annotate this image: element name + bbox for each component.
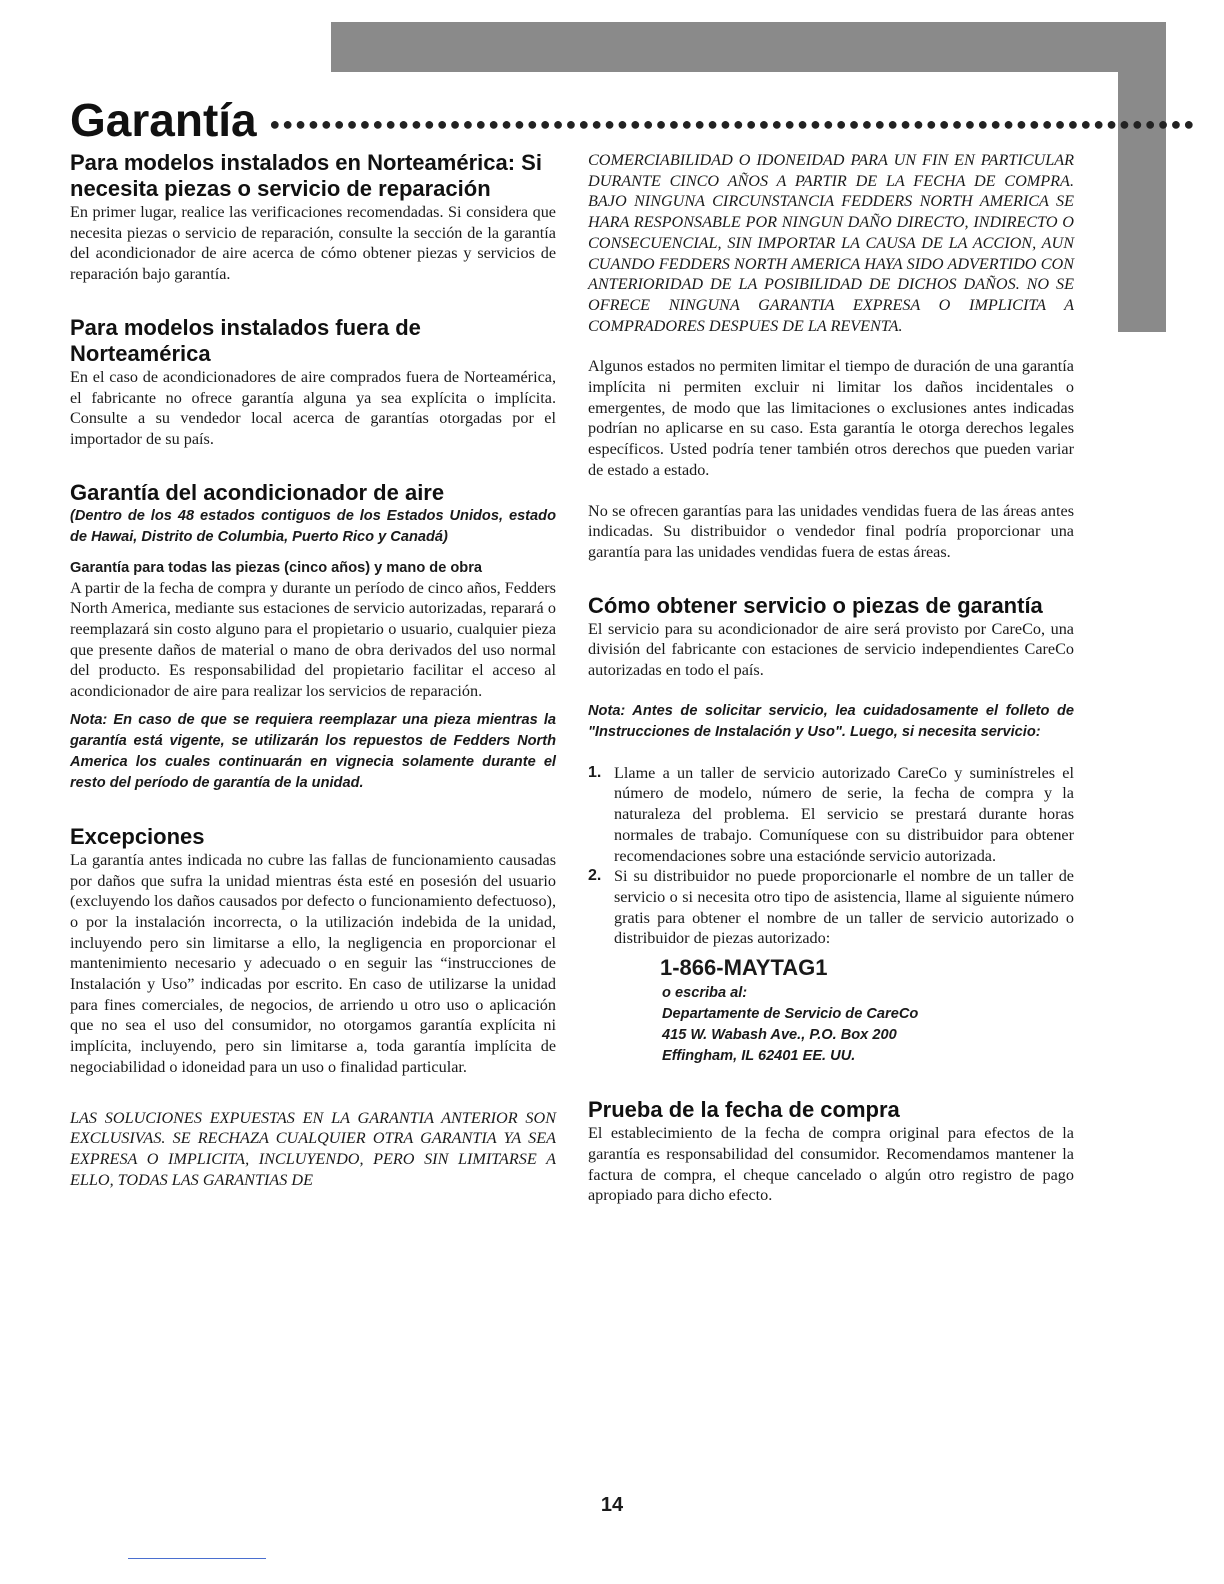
page-title [70, 92, 1197, 152]
phone-number: 1-866-MAYTAG1 [660, 955, 828, 981]
footer-line [128, 1558, 266, 1559]
address-line: Departamente de Servicio de CareCo [662, 1006, 919, 1023]
service-steps [588, 763, 1074, 949]
warranty-subheading: Garantía para todas las piezas (cinco años) y mano de obra [70, 559, 482, 576]
proof-of-purchase-body: El establecimiento de la fecha de compra original para efectos de la garantía es responsabilidad del consumidor. Recomendamos mantener la factura de compra, el cheque cancelado o algún otro registro de pago apropiado para dicho efecto. [588, 1124, 1074, 1205]
list-item [588, 763, 1074, 867]
step-number: 2. [588, 867, 602, 885]
page-title-text: Garantía [70, 94, 257, 146]
state-rights-paragraph: Algunos estados no permiten limitar el tiempo de duración de una garantía implícita ni permiten excluir ni limitar los daños incidentales o emergentes, de modo que las limitaciones o exclusiones antes indicadas podrían no aplicarse en su caso. Esta garantía le otorga derechos legales específicos. Usted podría tener también otros derechos que pueden variar de estado a estado. [588, 357, 1074, 479]
exceptions-body: La garantía antes indicada no cubre las fallas de funcionamiento causadas por daños que sufra la unidad mientras ésta esté en posesión del usuario (excluyendo los daños causados por defecto o funcionamiento defectuoso), o por la instalación incorrecta, o la utilización indebida de la unidad, incluyendo pero sin limitarse a ello, la negligencia en proporcionar el mantenimiento necesario y adecuado o en seguir las “instrucciones de Instalación y Uso” indicadas por escrito. En caso de utilizarse la unidad para fines comerciales, de negocios, de arriendo u otro uso o aplicación que no sea el uso del consumidor, no otorgamos garantía explícita ni implícita, incluyendo, pero sin limitarse a, toda garantía implícita de negociabilidad o idoneidad para un uso o finalidad particular. [70, 850, 556, 1076]
section-heading-proof-of-purchase: Prueba de la fecha de compra [588, 1097, 900, 1123]
section-heading-exceptions: Excepciones [70, 823, 205, 849]
warranty-scope: (Dentro de los 48 estados contiguos de los Estados Unidos, estado de Hawai, Distrito de Columbia, Puerto Rico y Canadá) [70, 507, 556, 545]
warranty-note: Nota: En caso de que se requiera reemplazar una pieza mientras la garantía está vigente, se utilizarán los repuestos de Fedders North America los cuales continuarán en vignecia solamente durante el resto del período de garantía de la unidad. [70, 711, 556, 791]
step-number: 1. [588, 763, 602, 781]
list-item [588, 866, 1074, 949]
step-text: Llame a un taller de servicio autorizado CareCo y suminístreles el número de modelo, número de serie, la fecha de compra y la naturaleza del problema. El servicio se prestará durante horas normales de trabajo. Comuníquese con su distribuidor para obtener recomendaciones sobre una estacióndе servicio autorizada. [614, 763, 1074, 865]
section-body-outside-north-america: En el caso de acondicionadores de aire comprados fuera de Norteamérica, el fabricante no ofrece garantía alguna ya sea explícita o implícita. Consulte a su vendedor local acerca de garantías otorgadas por el importador de su país. [70, 367, 556, 448]
mailing-address [662, 983, 1074, 1067]
service-body: El servicio para su acondicionador de aire será provisto por CareCo, una división del fabricante con estaciones de servicio independientes CareCo autorizadas en todo el país. [588, 619, 1074, 680]
header-bar [331, 22, 1166, 72]
section-heading-ac-warranty: Garantía del acondicionador de aire [70, 479, 445, 505]
page-number: 14 [600, 1494, 624, 1516]
right-column [588, 150, 1074, 1206]
section-heading-north-america: Para modelos instalados en Norteamérica: Si necesita piezas o servicio de reparación [70, 150, 542, 201]
section-heading-outside-north-america: Para modelos instalados fuera de Norteamérica [70, 314, 421, 366]
step-text: Si su distribuidor no puede proporcionarle el nombre de un taller de servicio o si necesita otro tipo de asistencia, llame al siguiente número gratis para obtener el nombre de un taller de servicio autorizado o distribuidor de piezas autorizado: [614, 867, 1074, 948]
address-line: o escriba al: [662, 985, 748, 1002]
address-line: Effingham, IL 62401 EE. UU. [662, 1048, 856, 1065]
disclaimer-continued: COMERCIABILIDAD O IDONEIDAD PARA UN FIN EN PARTICULAR DURANTE CINCO AÑOS A PARTIR DE LA FECHA DE COMPRA. BAJO NINGUNA CIRCUNSTANCIA FEDDERS NORTH AMERICA SE HARA RESPONSABLE POR NINGUN DAÑO DIRECTO, INDIRECTO O CONSECUENCIAL, SIN IMPORTAR LA CAUSA DE LA ACCION, AUN CUANDO FEDDERS NORTH AMERICA HAYA SIDO ADVERTIDO CON ANTERIORIDAD DE LA POSIBILIDAD DE DICHOS DAÑOS. NO SE OFRECE NINGUNA GARANTIA EXPRESA O IMPLICITA A COMPRADORES DESPUES DE LA REVENTA. [588, 151, 1074, 335]
service-note: Nota: Antes de solicitar servicio, lea cuidadosamente el folleto de "Instrucciones de Instalación y Uso". Luego, si necesita servicio: [588, 702, 1074, 740]
side-tab [1118, 22, 1166, 332]
section-heading-get-service: Cómo obtener servicio o piezas de garantía [588, 592, 1043, 618]
outside-areas-paragraph: No se ofrecen garantías para las unidades vendidas fuera de las áreas antes indicadas. Su distribuidor o vendedor final podría proporcionar una garantía para las unidades vendidas fuera de estas áreas. [588, 501, 1074, 561]
warranty-body: A partir de la fecha de compra y durante un período de cinco años, Fedders North America, mediante sus estaciones de servicio autorizadas, reparará o reemplazará sin costo alguno para el propietario o usuario, cualquier pieza que presente daños de material o mano de obra derivados del uso normal del producto. Es responsabilidad del propietario facilitar el acceso al acondicionador de aire para realizar los servicios de reparación. [70, 578, 556, 701]
left-column [70, 150, 556, 1190]
exceptions-caps-disclaimer: LAS SOLUCIONES EXPUESTAS EN LA GARANTIA ANTERIOR SON EXCLUSIVAS. SE RECHAZA CUALQUIER OTRA GARANTIA YA SEA EXPRESA O IMPLICITA, INCLUYENDO, PERO SIN LIMITARSE A ELLO, TODAS LAS GARANTIAS DE [70, 1108, 556, 1189]
title-dot-leader: ●●●●●●●●●●●●●●●●●●●●●●●●●●●●●●●●●●●●●●●●●●●●●●●●●●●●●●●●●●●●●●●●●●●●●●●● [269, 114, 1197, 134]
section-body-north-america: En primer lugar, realice las verificaciones recomendadas. Si considera que necesita piezas o servicio de reparación, consulte la sección de la garantía del acondicionador de aire acerca de cómo obtener piezas y servicios de reparación bajo garantía. [70, 203, 556, 284]
address-line: 415 W. Wabash Ave., P.O. Box 200 [662, 1027, 897, 1044]
